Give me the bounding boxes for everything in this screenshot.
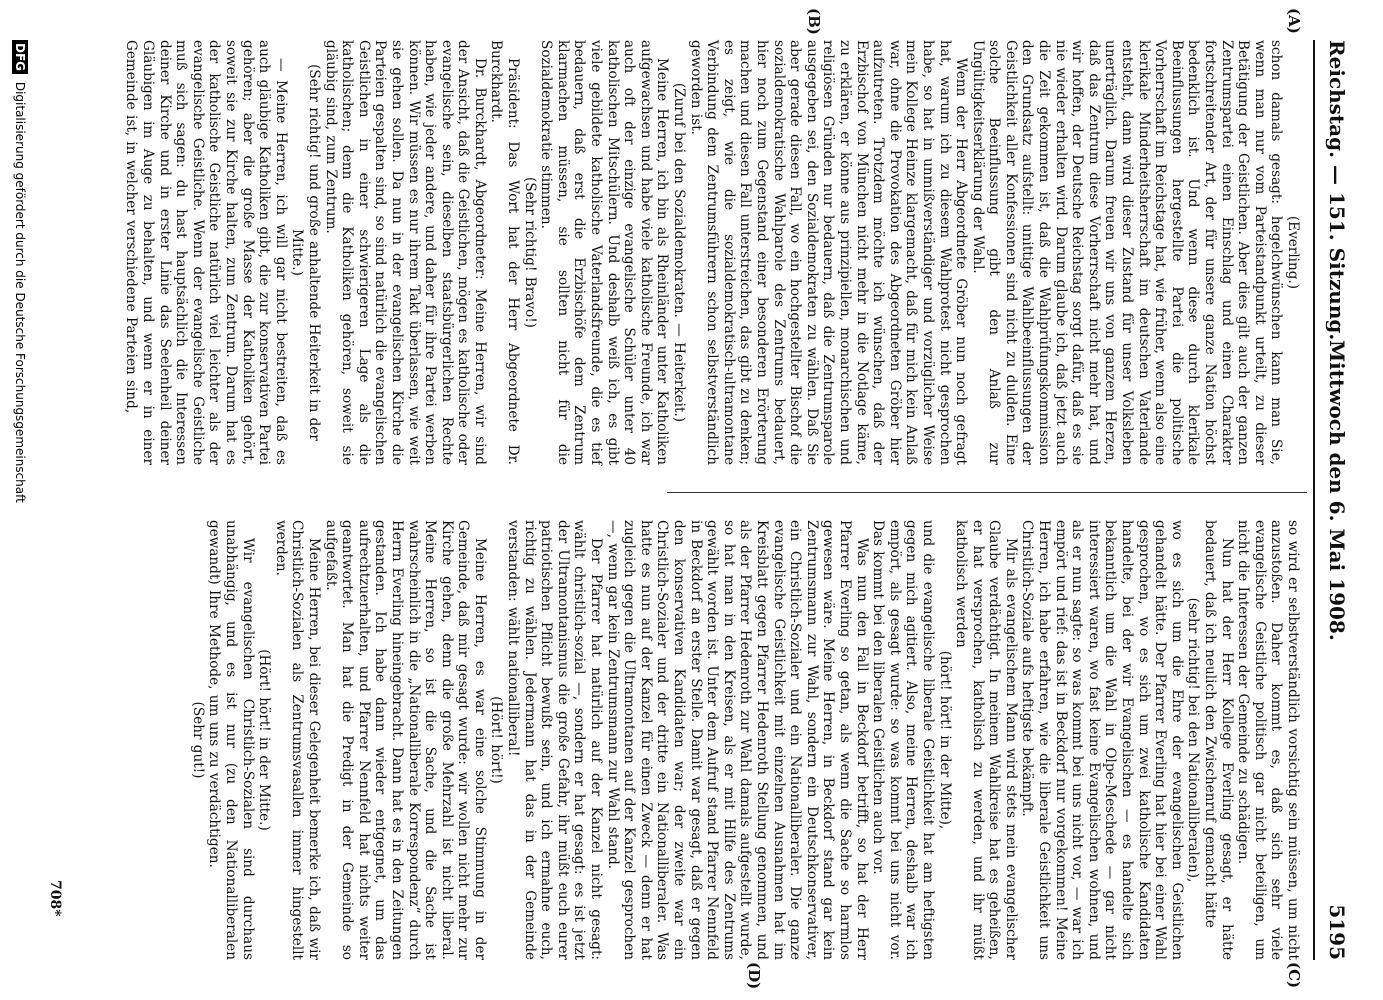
header-page-number: 5195 [1325,904,1349,960]
paragraph: Dr. Burckhardt, Abgeordneter: Meine Herren, wir sind der Ansicht, daß die Geistlichen, mögen es katholische oder evangelische sein, dieselben staatsbürgerlichen Rechte haben, wie jeder andere, und daher für ihre Partei werben können. Wir müssen es nur ihrem Takt überlassen, wie weit sie gehen sollen. Da nun in der evangelischen Kirche die Parteien gespalten sind, so sind natürlich die evangelischen Geistlichen in einer schwierigeren Lage als die katholischen; denn die Katholiken gehören, soweit sie gläubig sind, zum Zentrum. [322,40,488,465]
interjection: (Sehr gut!) [189,701,206,779]
paragraph: Meine Herren, bei dieser Gelegenheit bemerke ich, daß wir Christlich-Sozialen als Zentrumsvasallen immer hingestellt werden. [272,520,322,960]
paragraph: Wenn der Herr Abgeordnete Gröber nun noch gefragt hat, warum ich zu diesem Wahlprotest nicht gesprochen habe, so hat in unmißverständiger und vorzüglicher Weise mein Kollege Heinze klargemacht, daß für mich kein Anlaß war, ohne die Provokation des Abgeordneten Gröber hier aufzutreten. Trotzdem möchte ich wünschen, daß der Erzbischof von München nicht mehr in die Notlage käme, zu erklären, er könne aus prinzipiellen, monarchischen und religiösen Gründen nur bedauern, daß die Zentrumsparole ausgegeben sei, den Sozialdemokraten zu wählen. Daß Sie aber gerade diesen Fall, wo ein hochgestellter Bischof die sozialdemokratische Wahlparole des Zentrums bedauert, hier noch zum Gegenstand einer besonderen Erörterung machen und diesen Fall unterstreichen, das gibt zu denken; es zeigt, wie die sozialdemokratisch-ultramontane Verbindung dem Zentrumsführern schon selbstverständlich geworden ist. [687,40,970,465]
speaker-name: (Everling.) [1285,215,1301,290]
paragraph: Nun hat der Herr Kollege Everling gesagt, er hätte bedauert, daß ich neulich den Zwischenruf gemacht hätte [1202,520,1235,960]
interjection: (Sehr richtig! und große anhaltende Heiterkeit in der Mitte.) [289,64,322,441]
paragraph: so wird er selbstverständlich vorsichtig sein müssen, um nicht anzustoßen. Daher kommt es, daß sich sehr viele evangelische Geistliche politisch gar nicht beteiligen, um nicht die Interessen der Gemeinde zu schädigen. [1235,520,1301,960]
page-header [1313,40,1355,960]
dfg-logo: DFG [12,40,28,74]
header-title: Reichstag. — 151. Sitzung. [1325,40,1349,341]
paragraph: Wir evangelischen Christlich-Sozialen sind durchaus unabhängig, und es ist nur (zu den Nationalliberalen gewandt) Ihre Methode, um uns zu verdächtigen. [206,520,256,960]
interjection: (hört! hört! in der Mitte), [936,650,953,830]
paragraph: Der Pfarrer hat natürlich auf der Kanzel nicht gesagt: wählt christlich-sozial —, sondern er hat gesagt: es ist jetzt der Ultramontanismus die große Gefahr, ihr müßt euch eurer patriotischen Pflicht bewußt sein, und ich ermahne euch, richtig zu wählen. Jedermann hat das in der Gemeinde verstanden: wählt nationalliberal! [505,520,605,960]
paragraph: Meine Herren, es war eine solche Stimmung in der Gemeinde, daß mir gesagt wurde: wir wollen nicht mehr zur Kirche gehen, denn die große Mehrzahl ist nicht liberal. Meine Herren, so ist die Sache, und die Sache ist wahrscheinlich in die „Nationalliberale Korrespondenz“ durch Herrn Everling hineingebracht. Dann hat es in den Zeitungen gestanden. Ich habe dann wieder entgegnet, um das aufrechtzuerhalten, und Pfarrer Nennfeld hat nichts weiter geantwortet. Man hat die Predigt in der Gemeinde so aufgefaßt. [322,520,488,960]
paragraph: wo es sich um die Ehre der evangelischen Geistlichen gehandelt hätte. Der Pfarrer Everling hat hier bei einer Wahl gesprochen, wo es sich um zwei katholische Kandidaten handelte, bei der wir Evangelischen — es handelte sich bekanntlich um die Wahl in Olpe-Meschede — gar nicht interessiert waren, wo fast keine Evangelischen wohnen, und als er nun sagte: so was kommt bei uns nicht vor, — war ich empört und rief: das ist in Beckdorf nur vorgekommen! Meine Herren, ich habe erfahren, wie die liberale Geistlichkeit uns Christlich-Soziale aufs heftigste bekämpft. [1019,520,1185,960]
margin-marker-c: (C) [1285,962,1303,989]
interjection: (sehr richtig! bei den Nationalliberalen), [1185,597,1202,883]
interjection: (Zuruf bei den Sozialdemokraten. — Heiterkeit.) [671,82,688,423]
credit-text: Digitalisierung gefördert durch die Deutsche Forschungsgemeinschaft [13,81,27,503]
paragraph: Was nun den Fall in Beckdorf betrifft, so hat der Herr Pfarrer Everling so getan, als wenn die Sache so harmlos gewesen wäre. Meine Herren, in Beckdorf stand gar kein Zentrumsmann zur Wahl, sondern ein Deutschkonservativer, ein Christlich-Sozialer und ein Nationalliberaler. Die ganze evangelische Geistlichkeit mit einzelnen Ausnahmen hat im Kreisblatt gegen Pfarrer Hedenroth Stellung genommen, und als der Pfarrer Hedenroth zur Wahl damals aufgestellt wurde, so hat man in den Kreisen, als er mit Hilfe des Zentrums gewählt worden ist. Unter dem Aufruf stand Pfarrer Nennfeld in Beckdorf an erster Stelle. Damit war gesagt, daß er gegen den konservativen Kandidaten war; der zweite war ein Christlich-Sozialer und der dritte ein Nationalliberaler. Was hatte es nun auf der Kanzel für einen Zweck — denn er hat zugleich gegen die Ultramontanen auf der Kanzel gesprochen —, wenn gar kein Zentrumsmann zur Wahl stand. [604,520,870,960]
margin-marker-b: (B) [805,8,823,35]
paragraph: und die evangelische liberale Geistlichkeit hat am heftigsten gegen mich agitiert. Also, meine Herren, deshalb war ich empört, als gesagt wurde: so was kommt bei uns nicht vor. Das kommt bei den liberalen Geistlichen auch vor. [870,520,936,960]
paragraph: Meine Herren, ich bin als Rheinländer unter Katholiken aufgewachsen und habe viele katholische Freunde, ich war auch oft der einzige evangelische Schüler unter 40 katholischen Mitschülern. Und deshalb weiß ich, es gibt viele gebildete katholische Vaterlandsfreunde, die es tief bedauern, daß erst die Erzbischöfe dem Zentrum klarmachen müssen, sie sollten nicht für die Sozialdemokratie stimmen. [538,40,671,465]
digitization-credit [12,40,28,503]
paragraph: schon damals gesagt: hegelchwünschen kann man Sie, wenn man nur vom Parteistandpunkt urteilt, zu dieser Betätigung der Geistlichen. Aber dies gilt auch der ganzen Zentrumspartei einen Einschlag und einen Charakter fortschreitender Art, der für unsere ganze Nation höchst bedenklich ist. Und wenn diese durch klerikale Beeinflussungen hergestellte Partei die politische Vorherrschaft im Reichstage hat, wie früher, wenn also eine klerikale Minderheitsherrschaft im deutschen Vaterlande entsteht, dann wird dieser Zustand für unser Volksleben unerträglich. Darum freuen wir uns von ganzem Herzen, daß das Zentrum diese Vorherrschaft nicht mehr hat, und wir hoffen, der Deutsche Reichstag sorgt dafür, daß es sie nie wieder erhalten wird. Darum glaube ich, daß jetzt auch die Zeit gekommen ist, daß die Wahlprüfungskommission den Grundsatz aufstellt: unittige Wahlbeeinflussungen der Geistlichkeit aller Konfessionen sind nicht zu dulden. Eine solche Beeinflussung gibt den Anlaß zur Ungültigkeitserklärung der Wahl. [969,40,1285,465]
paragraph: Präsident: Das Wort hat der Herr Abgeordnete Dr. Burckhardt. [488,40,522,465]
column-divider [667,492,1307,493]
header-date: Mittwoch den 6. Mai 1908. [1325,340,1349,641]
text-column-right [189,520,1301,960]
paragraph: Mir als evangelischem Mann wird stets mein evangelischer Glaube verdächtigt. In meinem Wahlkreise hat es geheißen, er hat versprochen, katholisch zu werden, und ihr müßt katholisch werden [953,520,1019,960]
footer-page-number: 708* [47,880,63,917]
margin-marker-a: (A) [1285,8,1303,34]
text-column-left [123,40,1301,465]
interjection: (Hört! hört!) [488,696,505,784]
interjection: (Hört! hört! in der Mitte.) [256,649,273,831]
margin-marker-d: (D) [745,962,763,990]
interjection: (Sehr richtig! Bravo!) [521,177,538,328]
paragraph: — Meine Herren, ich will gar nicht bestreiten, daß es auch gläubige Katholiken gibt, die zur konservativen Partei gehören; aber die große Masse der Katholiken gehört, soweit sie zur Kirche halten, zum Zentrum. Darum hat es der katholische Geistliche natürlich viel leichter als der evangelische Geistliche. Wenn der evangelische Geistliche muß sich sagen: du hast hauptsächlich die Interessen deiner Kirche und in erster Linie das Seelenheil deiner Gläubigen im Auge zu behalten, und wenn er in einer Gemeinde ist, in welcher verschiedene Parteien sind, [123,40,289,465]
